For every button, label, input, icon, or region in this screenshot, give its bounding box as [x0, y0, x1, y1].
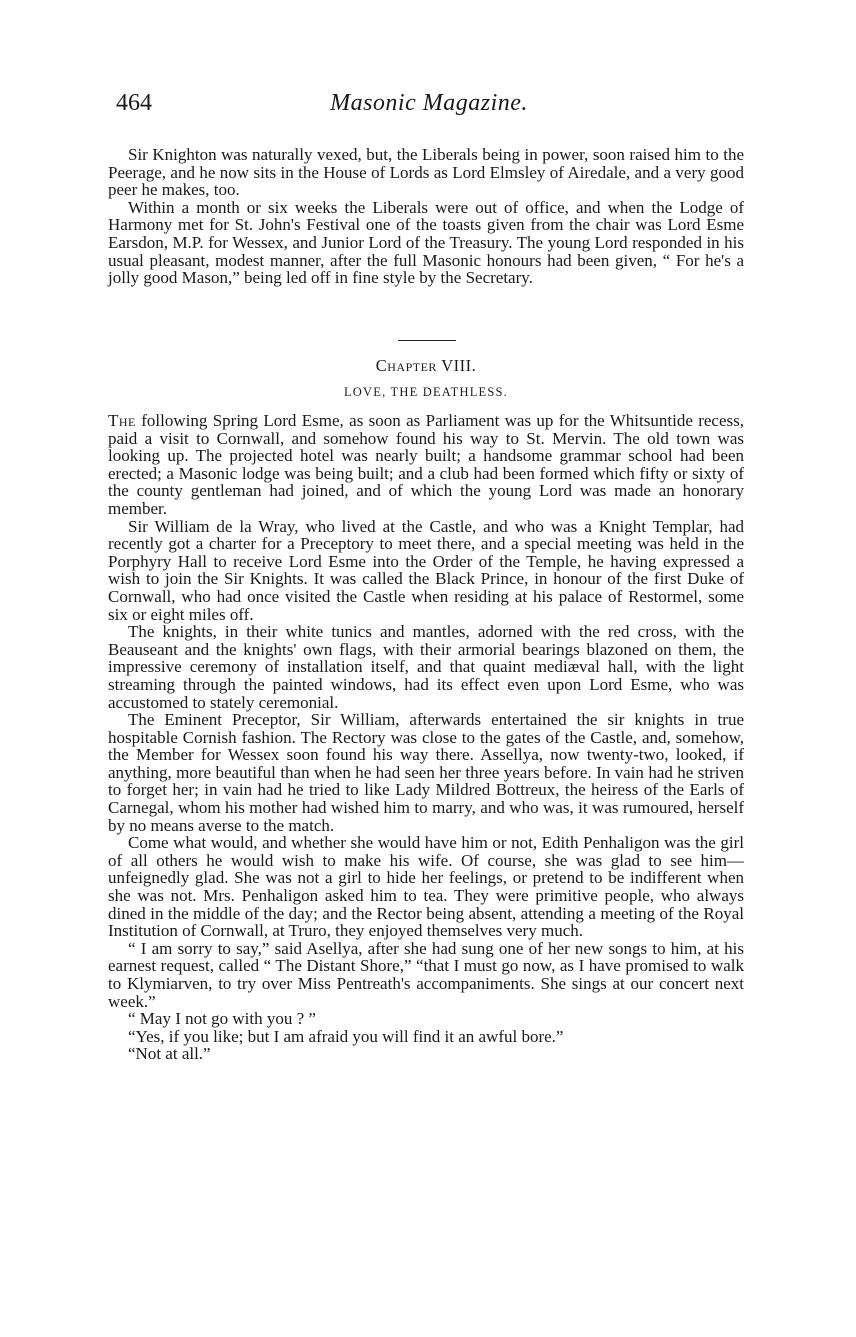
chapter-number: Chapter VIII. [375, 356, 477, 375]
paragraph: Within a month or six weeks the Liberals were out of office, and when the Lodge of Harmony met for St. John's Festival one of the toasts given from the chair was Lord Esme Earsdon, M.P. for Wessex, and Junior Lord of the Treasury. The young Lord responded in his usual pleasant, modest manner, after the full Masonic honours had been given, “ For he's a jolly good Mason,” being led off in fine style by the Secretary. [108, 197, 744, 288]
paragraph: The Eminent Preceptor, Sir William, afterwards entertained the sir knights in true hospitable Cornish fashion. The Rectory was close to the gates of the Castle, and, somehow, the Member for Wessex soon found his way there. Assellya, now twenty-two, looked, if anything, more beautiful than when he had seen her three years before. In vain had he striven to forget her; in vain had he tried to like Lady Mildred Bottreux, the heiress of the Earls of Carnegal, whom his mother had wished him to marry, and who was, it was rumoured, herself by no means averse to the match. [108, 710, 744, 835]
section-one-text [108, 146, 744, 287]
running-title: Masonic Magazine. [330, 90, 528, 116]
paragraph: “ I am sorry to say,” said Asellya, after she had sung one of her new songs to him, at his earnest request, called “ The Distant Shore,” “that I must go now, as I have promised to walk to Klymiarven, to try over Miss Pentreath's accompaniments. She sings at our concert next week.” [108, 938, 744, 1011]
opening-text: following Spring Lord Esme, as soon as Parliament was up for the Whitsuntide recess, paid a visit to Cornwall, and somehow found his way to St. Mervin. The old town was looking up. The projected hotel was nearly built; a handsome grammar school had been erected; a Masonic lodge was being built; and a club had been formed which fifty or sixty of the county gentleman had joined, and of which the young Lord was made an honorary member. [108, 411, 744, 518]
page-header [116, 90, 742, 122]
paragraph: Sir Knighton was naturally vexed, but, the Liberals being in power, soon raised him to the Peerage, and he now sits in the House of Lords as Lord Elmsley of Airedale, and a very good peer he makes, too. [108, 145, 744, 200]
section-two-text [108, 412, 744, 1063]
page-number: 464 [116, 90, 152, 116]
paragraph: Come what would, and whether she would have him or not, Edith Penhaligon was the girl of all others he would wish to make his wife. Of course, she was glad to see him—unfeignedly glad. She was not a girl to hide her feelings, or pretend to be indifferent when she was not. Mrs. Penhaligon asked him to tea. They were primitive people, who always dined in the middle of the day; and the Rector being absent, attending a meeting of the Royal Institution of Cornwall, at Truro, they enjoyed themselves very much. [108, 833, 744, 941]
chapter-title: LOVE, THE DEATHLESS. [343, 385, 509, 399]
section-divider [398, 340, 456, 341]
paragraph: Sir William de la Wray, who lived at the Castle, and who was a Knight Templar, had recently got a charter for a Preceptory to meet there, and a special meeting was held in the Porphyry Hall to receive Lord Esme into the Order of the Temple, he having expressed a wish to join the Sir Knights. It was called the Black Prince, in honour of the first Duke of Cornwall, who had once visited the Castle when residing at his palace of Restormel, some six or eight miles off. [108, 516, 744, 624]
paragraph: “Not at all.” [128, 1044, 211, 1064]
paragraph: The knights, in their white tunics and mantles, adorned with the red cross, with the Beauseant and the knights' own flags, with their armorial bearings blazoned on them, the impressive ceremony of installation itself, and that quaint mediæval hall, with the light streaming through the painted windows, had its effect even upon Lord Esme, who was accustomed to stately ceremonial. [108, 622, 744, 712]
paragraph: “Yes, if you like; but I am afraid you will find it an awful bore.” [128, 1026, 564, 1046]
opening-word: The [108, 411, 136, 430]
paragraph: “ May I not go with you ? ” [128, 1009, 316, 1029]
opening-paragraph [108, 412, 744, 518]
